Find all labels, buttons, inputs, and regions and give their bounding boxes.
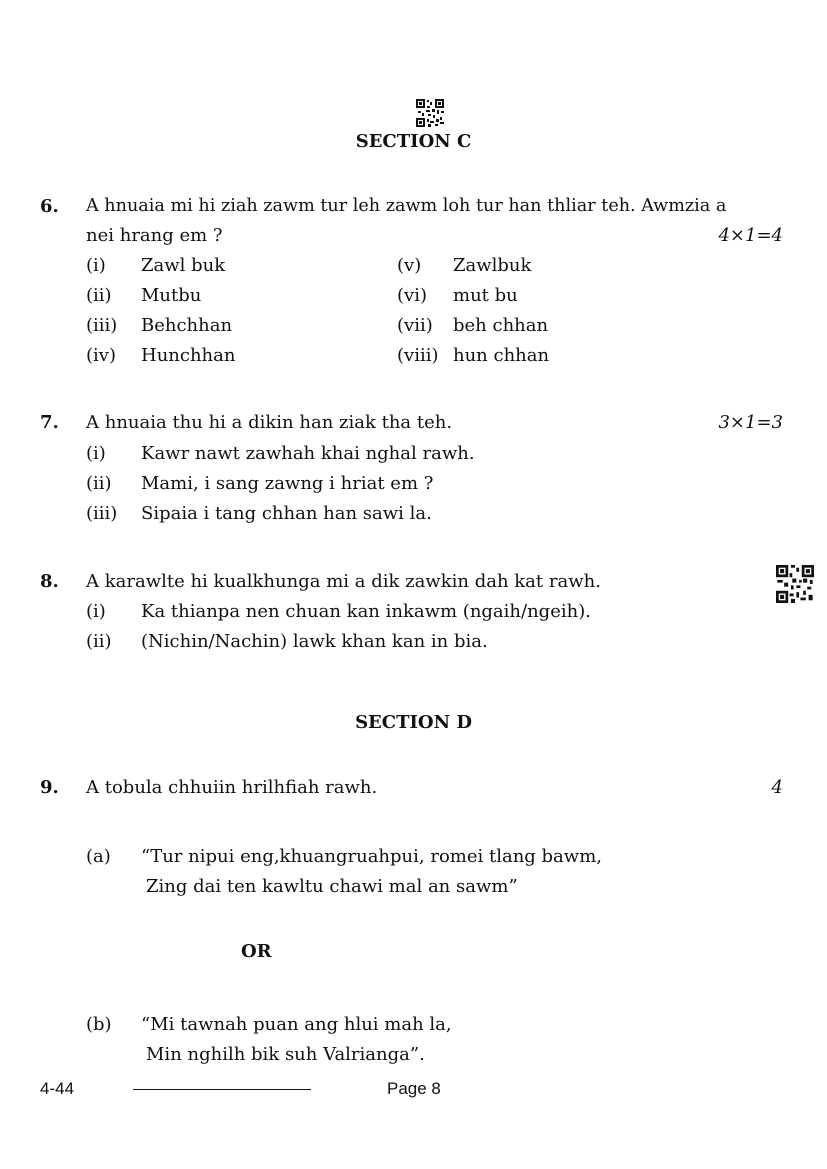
q8-opt-label-i: (i) [86,601,106,622]
q7-opt-label-ii: (ii) [86,473,112,494]
section-c-title: SECTION C [355,131,472,152]
q9b-label: (b) [86,1014,112,1035]
qr-code-top [416,99,444,127]
q6-opt-text-ii: Mutbu [141,285,202,306]
q6-number: 6. [40,196,59,217]
q9b-line2: Min nghilh bik suh Valrianga”. [146,1044,425,1065]
q9a-line2: Zing dai ten kawltu chawi mal an sawm” [146,876,518,897]
q9-or: OR [241,941,272,962]
q9a-label: (a) [86,846,111,867]
q6-opt-text-iv: Hunchhan [141,345,236,366]
q7-opt-text-i: Kawr nawt zawhah khai nghal rawh. [141,443,475,464]
q6-opt-text-i: Zawl buk [141,255,226,276]
q6-opt-text-viii: hun chhan [453,345,550,366]
q8-text: A karawlte hi kualkhunga mi a dik zawkin dah kat rawh. [86,571,601,592]
q7-opt-text-ii: Mami, i sang zawng i hriat em ? [141,473,434,494]
q7-opt-text-iii: Sipaia i tang chhan han sawi la. [141,503,432,524]
qr-code-side [776,565,814,603]
q6-marks: 4×1=4 [718,225,783,246]
q6-opt-label-v: (v) [397,255,422,276]
footer-code: 4-44 [40,1079,75,1098]
q6-opt-text-vi: mut bu [453,285,518,306]
q8-opt-text-i: Ka thianpa nen chuan kan inkawm (ngaih/ngeih). [141,601,591,622]
section-d-title: SECTION D [355,712,472,733]
q6-text-line2: nei hrang em ? [86,225,223,246]
q7-number: 7. [40,412,59,433]
q6-opt-label-iii: (iii) [86,315,118,336]
q6-opt-label-ii: (ii) [86,285,112,306]
q9-marks: 4 [771,777,783,798]
q9a-line1: “Tur nipui eng,khuangruahpui, romei tlang bawm, [141,846,602,867]
q6-opt-label-viii: (viii) [397,345,439,366]
q7-opt-label-iii: (iii) [86,503,118,524]
q9b-line1: “Mi tawnah puan ang hlui mah la, [141,1014,452,1035]
q8-opt-text-ii: (Nichin/Nachin) lawk khan kan in bia. [141,631,488,652]
q6-opt-label-vii: (vii) [397,315,433,336]
q8-number: 8. [40,571,59,592]
q7-marks: 3×1=3 [718,412,783,433]
q6-opt-label-iv: (iv) [86,345,116,366]
q8-opt-label-ii: (ii) [86,631,112,652]
q6-text-line1: A hnuaia mi hi ziah zawm tur leh zawm loh tur han thliar teh. Awmzia a [86,196,727,216]
q7-text: A hnuaia thu hi a dikin han ziak tha teh. [86,412,453,433]
q9-number: 9. [40,777,59,798]
q6-opt-label-vi: (vi) [397,285,427,306]
footer-rule [133,1089,311,1090]
q6-opt-label-i: (i) [86,255,106,276]
q7-opt-label-i: (i) [86,443,106,464]
q6-opt-text-iii: Behchhan [141,315,233,336]
q6-opt-text-vii: beh chhan [453,315,549,336]
footer-page-number: Page 8 [387,1079,441,1098]
q6-opt-text-v: Zawlbuk [453,255,532,276]
q9-text: A tobula chhuiin hrilhfiah rawh. [86,777,378,798]
